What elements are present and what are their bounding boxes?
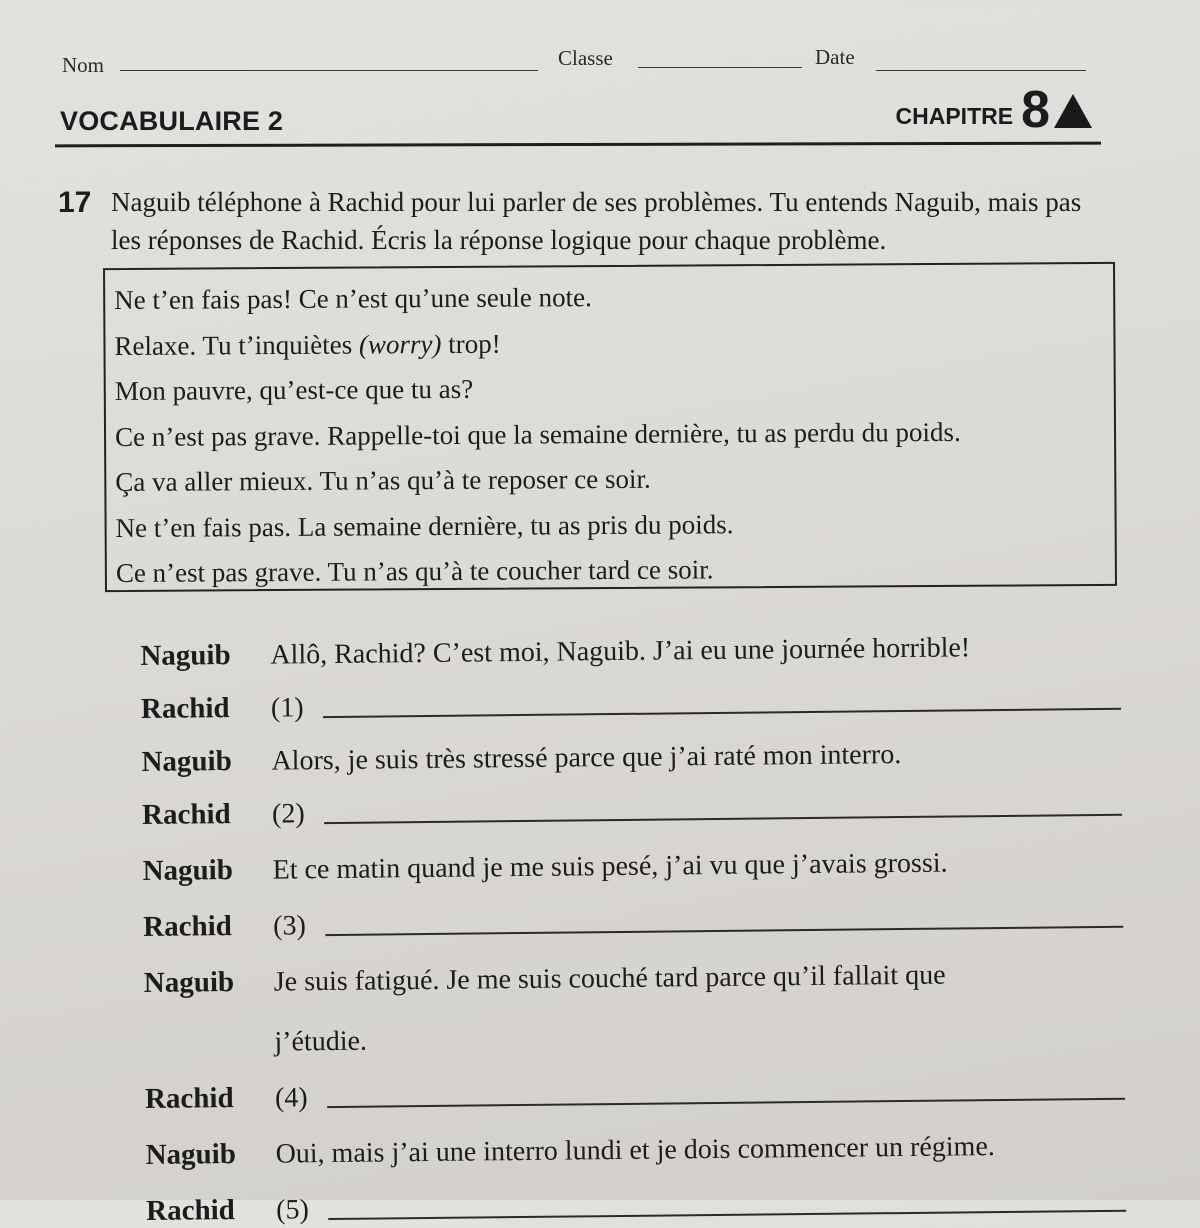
choice-item: Relaxe. Tu t’inquiètes (worry) trop! xyxy=(114,328,501,361)
chapter-label: CHAPITRE xyxy=(895,103,1014,129)
dialogue-row-rachid xyxy=(143,878,1144,944)
triangle-icon xyxy=(1054,94,1092,128)
class-field[interactable] xyxy=(638,67,802,68)
choice-item: Ce n’est pas grave. Tu n’as qu’à te coucher tard ce soir. xyxy=(115,554,714,589)
name-field[interactable] xyxy=(120,70,538,71)
answer-number: (2) xyxy=(271,798,305,830)
header-divider xyxy=(55,142,1101,148)
naguib-line-4: Je suis fatigué. Je me suis couché tard parce qu’il fallait que xyxy=(273,959,946,998)
speaker-rachid: Rachid xyxy=(143,910,233,943)
answer-number: (3) xyxy=(273,910,307,942)
speaker-naguib: Naguib xyxy=(142,854,234,887)
naguib-line-5: Oui, mais j’ai une interro lundi et je dois commencer un régime. xyxy=(275,1131,995,1170)
answer-choices-box xyxy=(103,262,1117,592)
choice-item: Ça va aller mieux. Tu n’as qu’à te reposer ce soir. xyxy=(115,463,651,498)
dialogue-row-rachid xyxy=(145,1050,1146,1116)
chapter-number: 8 xyxy=(1021,81,1050,139)
speaker-naguib: Naguib xyxy=(140,639,231,672)
choice-item: Ce n’est pas grave. Rappelle-toi que la semaine dernière, tu as perdu du poids. xyxy=(114,416,961,452)
speaker-rachid: Rachid xyxy=(144,1082,234,1115)
dialogue xyxy=(140,610,1146,1228)
answer-blank-5[interactable] xyxy=(328,1210,1126,1220)
choice-item: Ne t’en fais pas! Ce n’est qu’une seule note. xyxy=(114,282,592,316)
date-field[interactable] xyxy=(876,70,1086,71)
answer-number: (1) xyxy=(270,692,304,724)
naguib-line-1: Allô, Rachid? C’est moi, Naguib. J’ai eu une journée horrible! xyxy=(270,632,971,671)
section-title: VOCABULAIRE 2 xyxy=(60,106,284,136)
naguib-line-4-continued: j’étudie. xyxy=(274,1025,368,1058)
answer-number: (5) xyxy=(276,1194,310,1226)
dialogue-row-naguib xyxy=(142,822,1143,888)
speaker-naguib: Naguib xyxy=(143,966,235,999)
speaker-rachid: Rachid xyxy=(140,692,230,725)
name-label: Nom xyxy=(62,53,104,77)
dialogue-row-naguib xyxy=(143,934,1144,1000)
answer-number: (4) xyxy=(274,1082,308,1114)
naguib-line-2: Alors, je suis très stressé parce que j’ai raté mon interro. xyxy=(271,739,902,777)
chapter-heading xyxy=(895,81,1092,139)
class-label: Classe xyxy=(558,46,613,70)
naguib-line-3: Et ce matin quand je me suis pesé, j’ai vu que j’avais grossi. xyxy=(272,847,948,886)
speaker-rachid: Rachid xyxy=(146,1194,235,1227)
exercise-number: 17 xyxy=(58,186,92,219)
exercise-instructions: Naguib téléphone à Rachid pour lui parler de ses problèmes. Tu entends Naguib, mais pas les réponses de Rachid. Écris la réponse logique pour chaque problème. xyxy=(111,187,1082,255)
dialogue-row-naguib xyxy=(145,1106,1146,1172)
speaker-rachid: Rachid xyxy=(141,798,231,831)
choice-item: Ne t’en fais pas. La semaine dernière, tu as pris du poids. xyxy=(115,508,734,543)
speaker-naguib: Naguib xyxy=(145,1138,237,1171)
dialogue-row-rachid xyxy=(146,1161,1147,1227)
choice-item: Mon pauvre, qu’est-ce que tu as? xyxy=(114,373,474,407)
date-label: Date xyxy=(815,45,855,69)
speaker-naguib: Naguib xyxy=(141,745,232,778)
